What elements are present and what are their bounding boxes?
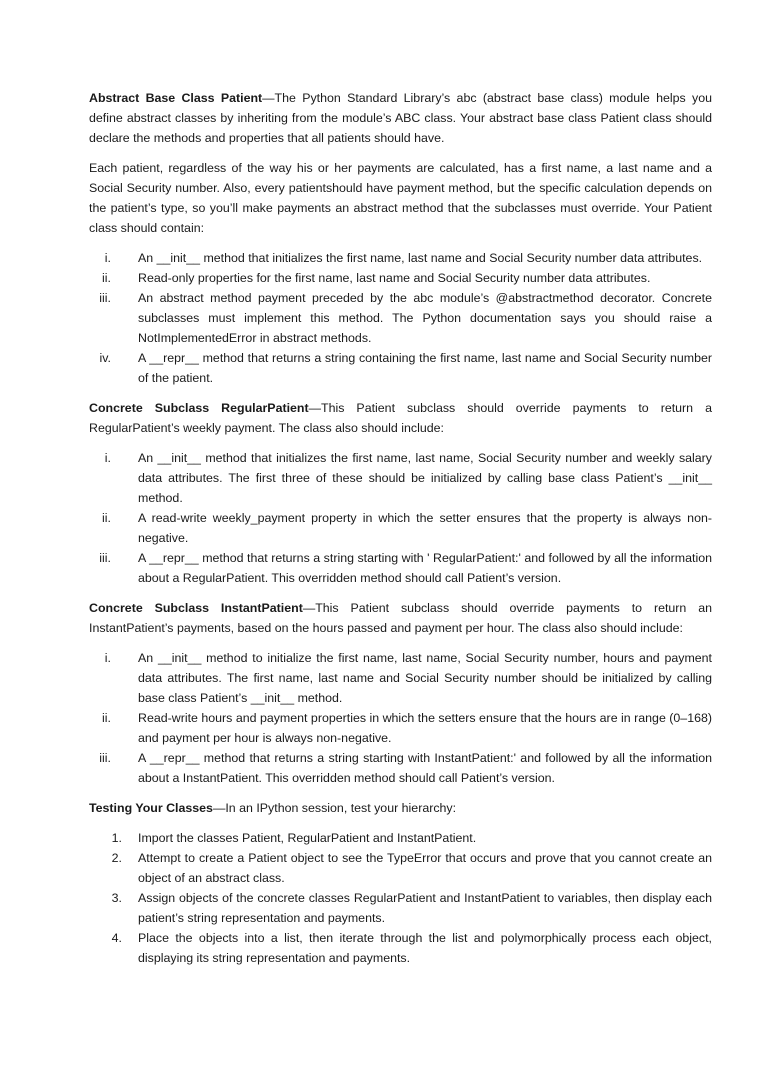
list-text: A __repr__ method that returns a string containing the first name, last name and Social Security number of the patient.: [138, 351, 712, 385]
paragraph: Each patient, regardless of the way his or her payments are calculated, has a first name, a last name and a Social Security number. Also, every patientshould have payment method, but the specific calculation depends on the patient’s type, so you’ll make payments an abstract method that the subclasses must override. Your Patient class should contain:: [89, 161, 712, 235]
list-text: Read-write hours and payment properties in which the setters ensure that the hours are in range (0–168) and payment per hour is always non-negative.: [138, 711, 712, 745]
list-number: iii.: [99, 291, 111, 305]
list-number: 1.: [111, 831, 122, 845]
list-number: 3.: [111, 891, 122, 905]
section-testing: [89, 798, 712, 818]
list-text: Import the classes Patient, RegularPatient and InstantPatient.: [138, 831, 477, 845]
list-number: 2.: [111, 851, 122, 865]
list-item: [89, 928, 712, 968]
list-number: iv.: [99, 351, 111, 365]
list-item: [89, 348, 712, 388]
list-number: ii.: [102, 511, 111, 525]
section-heading: Concrete Subclass InstantPatient: [89, 601, 303, 615]
requirements-list: [89, 248, 712, 388]
list-text: A __repr__ method that returns a string starting with InstantPatient:' and followed by all the information about a InstantPatient. This overridden method should call Patient’s version.: [138, 751, 712, 785]
list-item: [89, 708, 712, 748]
list-text: Attempt to create a Patient object to see the TypeError that occurs and prove that you cannot create an object of an abstract class.: [138, 851, 712, 885]
list-number: i.: [104, 451, 111, 465]
section-intro: —The Python Standard Library’s abc (abstract base class) module helps you define abstract classes by inheriting from the module’s ABC class. Your abstract base class Patient class should declare the methods and properties that all patients should have.: [89, 91, 712, 145]
list-item: [89, 648, 712, 708]
list-number: 4.: [111, 931, 122, 945]
section-intro: —This Patient subclass should override payments to return a RegularPatient’s weekly payment. The class also should include:: [89, 401, 712, 435]
list-number: ii.: [102, 711, 111, 725]
section-abstract-base-class: [89, 88, 712, 148]
list-text: A read-write weekly_payment property in which the setter ensures that the property is always non-negative.: [138, 511, 712, 545]
section-heading: Concrete Subclass RegularPatient: [89, 401, 309, 415]
section-intro: —This Patient subclass should override payments to return an InstantPatient’s payments, based on the hours passed and payment per hour. The class also should include:: [89, 601, 712, 635]
section-regular-patient: [89, 398, 712, 438]
list-item: [89, 888, 712, 928]
section-instant-patient: [89, 598, 712, 638]
list-item: [89, 508, 712, 548]
section-intro: —In an IPython session, test your hierarchy:: [212, 801, 457, 815]
list-item: [89, 288, 712, 348]
list-text: A __repr__ method that returns a string starting with ' RegularPatient:' and followed by all the information about a RegularPatient. This overridden method should call Patient’s version.: [138, 551, 712, 585]
list-text: Place the objects into a list, then iterate through the list and polymorphically process each object, displaying its string representation and payments.: [138, 931, 712, 965]
list-item: [89, 548, 712, 588]
requirements-list: [89, 448, 712, 588]
list-text: Read-only properties for the first name, last name and Social Security number data attributes.: [138, 271, 651, 285]
list-number: iii.: [99, 551, 111, 565]
list-item: [89, 748, 712, 788]
list-number: i.: [104, 651, 111, 665]
list-text: An __init__ method that initializes the first name, last name, Social Security number and weekly salary data attributes. The first three of these should be initialized by calling base class Patient’s __init__ method.: [138, 451, 712, 505]
list-item: [89, 848, 712, 888]
list-item: [89, 268, 712, 288]
list-item: [89, 448, 712, 508]
list-text: An __init__ method that initializes the first name, last name and Social Security number data attributes.: [138, 251, 703, 265]
requirements-list: [89, 648, 712, 788]
list-item: [89, 248, 712, 268]
section-heading: Abstract Base Class Patient: [89, 91, 263, 105]
list-number: ii.: [102, 271, 111, 285]
section-heading: Testing Your Classes: [89, 801, 213, 815]
list-number: i.: [104, 251, 111, 265]
list-text: Assign objects of the concrete classes RegularPatient and InstantPatient to variables, then display each patient’s string representation and payments.: [138, 891, 712, 925]
list-text: An abstract method payment preceded by the abc module’s @abstractmethod decorator. Concrete subclasses must implement this method. The Python documentation says you should raise a NotImplementedError in abstract methods.: [138, 291, 712, 345]
testing-steps-list: [89, 828, 712, 968]
list-number: iii.: [99, 751, 111, 765]
list-text: An __init__ method to initialize the first name, last name, Social Security number, hours and payment data attributes. The first name, last name and Social Security number should be initialized by calling base class Patient’s __init__ method.: [138, 651, 712, 705]
list-item: [89, 828, 712, 848]
